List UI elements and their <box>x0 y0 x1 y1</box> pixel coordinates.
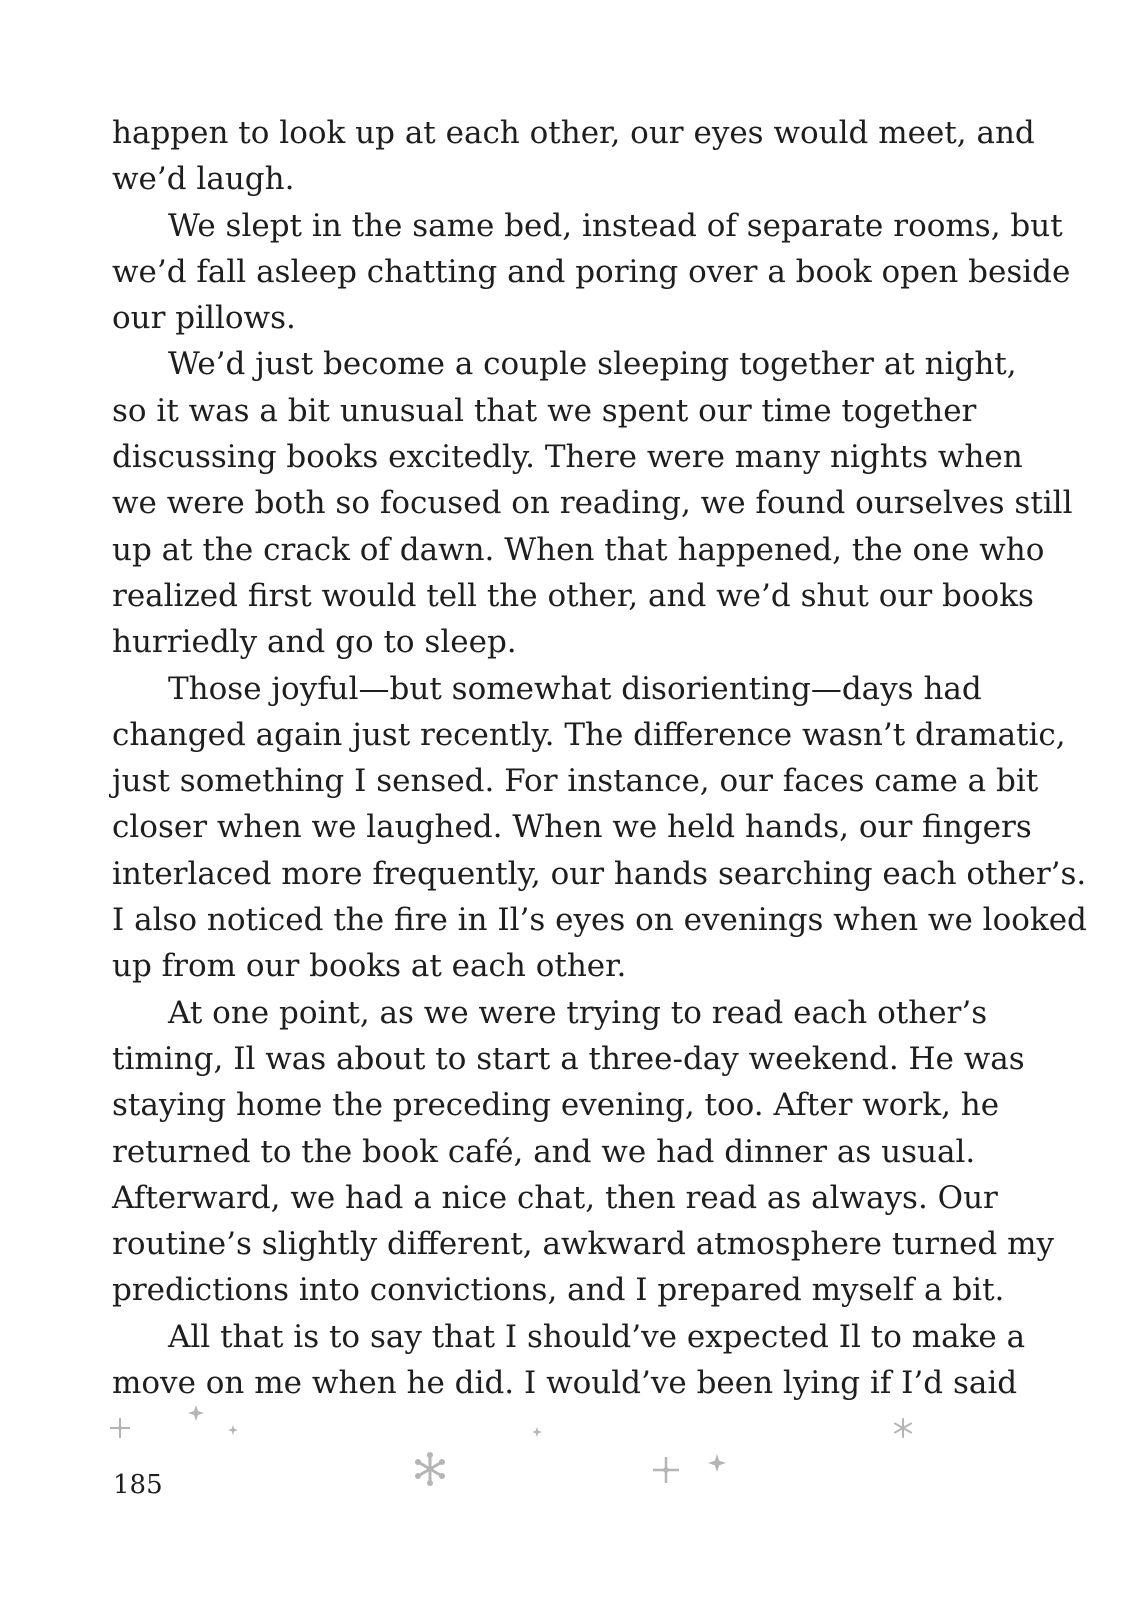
text-line: We slept in the same bed, instead of separate rooms, but <box>168 207 1063 244</box>
text-line: I also noticed the fire in Il’s eyes on evenings when we looked <box>112 902 1087 939</box>
text-line: predictions into convictions, and I prepared myself a bit. <box>112 1272 1005 1309</box>
text-line: hurriedly and go to sleep. <box>112 624 517 661</box>
text-line: We’d just become a couple sleeping together at night, <box>168 346 1017 383</box>
text-line: so it was a bit unusual that we spent our time together <box>112 392 977 429</box>
sparkle-icon <box>653 1457 679 1483</box>
text-line: returned to the book café, and we had dinner as usual. <box>112 1133 976 1170</box>
sparkle-icon <box>110 1418 130 1438</box>
snowflake-icon <box>895 1419 911 1437</box>
text-line: At one point, as we were trying to read each other’s <box>168 994 988 1031</box>
text-line: happen to look up at each other, our eyes would meet, and <box>112 115 1035 151</box>
text-line: changed again just recently. The difference wasn’t dramatic, <box>112 716 1066 753</box>
text-line: timing, Il was about to start a three-day weekend. He was <box>112 1040 1025 1077</box>
star-icon <box>532 1427 542 1437</box>
page-number: 185 <box>113 1470 163 1500</box>
text-line: routine’s slightly different, awkward atmosphere turned my <box>112 1226 1055 1263</box>
text-line: realized first would tell the other, and we’d shut our books <box>112 577 1034 614</box>
text-line: staying home the preceding evening, too. After work, he <box>112 1087 1000 1124</box>
text-line: All that is to say that I should’ve expected Il to make a <box>168 1318 1026 1355</box>
body-text <box>112 110 1087 1406</box>
star-icon <box>708 1454 726 1472</box>
text-line: we’d laugh. <box>112 161 295 198</box>
text-line: we’d fall asleep chatting and poring over a book open beside <box>112 253 1071 290</box>
text-line: discussing books excitedly. There were many nights when <box>112 439 1023 476</box>
text-line: just something I sensed. For instance, our faces came a bit <box>112 763 1039 800</box>
text-line: Afterward, we had a nice chat, then read as always. Our <box>112 1179 998 1216</box>
text-line: move on me when he did. I would’ve been lying if I’d said <box>112 1365 1018 1402</box>
star-icon <box>228 1425 238 1435</box>
text-line: closer when we laughed. When we held hands, our fingers <box>112 809 1032 846</box>
text-line: our pillows. <box>112 300 296 337</box>
text-line: up at the crack of dawn. When that happened, the one who <box>112 531 1045 568</box>
text-line: we were both so focused on reading, we found ourselves still <box>112 485 1073 522</box>
text-line: up from our books at each other. <box>112 948 627 985</box>
snowflake-icon <box>415 1452 445 1486</box>
text-line: interlaced more frequently, our hands searching each other’s. <box>112 855 1087 892</box>
star-icon <box>188 1405 204 1421</box>
text-line: Those joyful—but somewhat disorienting—days had <box>168 670 982 707</box>
